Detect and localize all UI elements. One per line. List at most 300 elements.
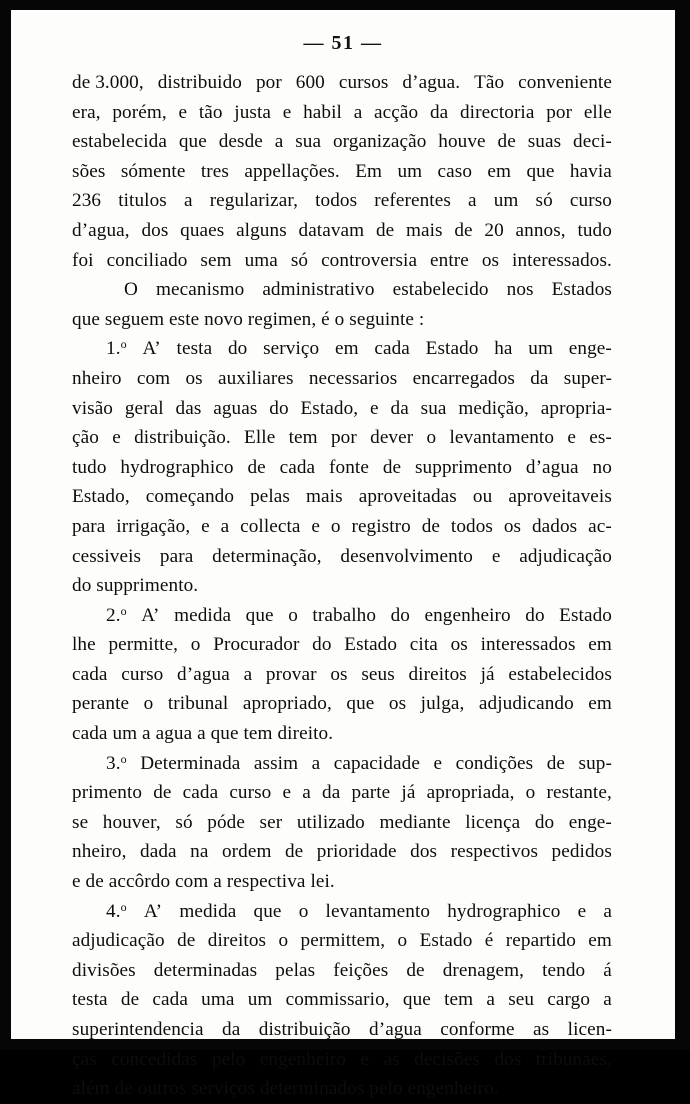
text-line (72, 275, 612, 305)
ordinal-indicator: o (120, 751, 127, 766)
word: auxiliares (217, 367, 294, 389)
word: commissario, (285, 989, 390, 1011)
text-line (72, 334, 612, 364)
word: serviço (263, 338, 320, 360)
word: supprimento (414, 456, 513, 478)
word: apropria- (540, 397, 612, 419)
word: de (421, 515, 441, 537)
word: acção (374, 101, 419, 123)
word: d’agua (525, 456, 579, 478)
word: Estado (425, 338, 479, 360)
word: os (503, 515, 522, 537)
word: pedidos (551, 841, 612, 863)
word: de (546, 752, 566, 774)
word: tribunal (167, 693, 229, 715)
word: permitte, (108, 634, 179, 656)
word: curso (569, 190, 612, 212)
word: do (534, 811, 555, 833)
word: Estado (559, 604, 612, 626)
text-line (72, 68, 612, 98)
word: direitos (408, 663, 467, 685)
word: pelas (250, 486, 290, 508)
word: sup- (578, 752, 612, 774)
word: por (546, 101, 573, 123)
word: por (330, 427, 357, 449)
word: uma (244, 249, 278, 271)
word: começando (145, 486, 235, 508)
text-line: além de outros serviços determinados pelo engenheiro. (72, 1078, 499, 1100)
word: que (346, 693, 375, 715)
word: prioridade (316, 841, 397, 863)
text-line (72, 542, 612, 572)
word: entre (430, 249, 469, 271)
word: a (302, 782, 311, 804)
word: a (220, 515, 230, 537)
word: justa (234, 101, 272, 123)
word: condições (455, 752, 534, 774)
word: o (426, 427, 437, 449)
word: feições (333, 959, 389, 981)
word: da (429, 101, 449, 123)
word: decisões (414, 1048, 480, 1070)
word: de (406, 959, 425, 981)
word: por (255, 72, 282, 93)
word: em (588, 693, 612, 715)
word: conveniente (518, 72, 612, 93)
word: cada (182, 782, 219, 804)
word: tudo (72, 456, 107, 478)
word: Estado (419, 930, 473, 952)
word: o (525, 782, 536, 804)
word: e (433, 752, 443, 774)
word: em (588, 634, 612, 656)
word: no (592, 456, 612, 478)
list-ordinal: 3.$^o$ (106, 751, 127, 774)
word: porém, (112, 101, 167, 123)
word: fonte (329, 456, 369, 478)
word: a (183, 190, 193, 212)
word: cursos (338, 72, 389, 93)
word: pelo (211, 1048, 246, 1070)
word: superintendencia (72, 1019, 204, 1040)
word: que (178, 131, 207, 153)
ordinal-indicator: o (120, 899, 127, 914)
word: seus (361, 663, 395, 685)
body-text-column (72, 68, 612, 1104)
word: a (274, 131, 284, 153)
word: ha (494, 338, 513, 360)
word: utilizado (296, 811, 365, 833)
word: sua (420, 397, 447, 419)
list-ordinal: 2.$^o$ (106, 603, 127, 626)
word: direitos (207, 930, 267, 952)
word: licença (465, 811, 521, 833)
word: um (528, 338, 554, 360)
text-line (72, 1015, 612, 1045)
word: de (247, 456, 266, 478)
text-line (72, 926, 612, 956)
word: medida (174, 604, 232, 626)
word: sem (200, 249, 232, 271)
text-line (72, 98, 612, 128)
word: tendo (542, 959, 586, 981)
text-line (72, 157, 612, 187)
word: adjudicação (519, 545, 612, 567)
word: es- (589, 427, 612, 449)
word: os (450, 634, 468, 656)
word: enge- (568, 811, 612, 833)
word: só (535, 190, 553, 212)
word: os (185, 367, 203, 389)
word: caso (437, 160, 473, 182)
word: de (153, 782, 172, 804)
word: póde (207, 811, 245, 833)
word: do (269, 397, 289, 419)
word: interessados (480, 634, 576, 656)
word: dos (410, 841, 438, 863)
word: de (382, 456, 402, 478)
word: á (603, 959, 612, 981)
word: encarregados (412, 367, 515, 389)
word: curso (121, 663, 164, 685)
word: de (177, 930, 196, 952)
word: levantamento (449, 427, 555, 449)
word: e (178, 101, 188, 123)
word: assim (253, 752, 299, 774)
word: hydrographico (120, 456, 234, 478)
word: concedidas (111, 1048, 198, 1070)
word: o (288, 604, 298, 626)
word: o (278, 930, 289, 952)
text-line (72, 127, 612, 157)
word: mecanismo (156, 279, 245, 301)
word: o (298, 900, 309, 922)
word: que (526, 160, 555, 182)
word: na (190, 841, 209, 863)
word: o (330, 515, 341, 537)
word: Determinada (140, 752, 241, 774)
word: provar (265, 663, 317, 685)
word: licen- (567, 1019, 612, 1040)
word: e (201, 515, 210, 537)
word: parte (351, 782, 391, 804)
word: suas (527, 131, 562, 153)
paragraph-indent (72, 275, 106, 305)
word: tres (200, 160, 229, 182)
word: A’ (141, 604, 160, 626)
word: divisões (72, 959, 136, 981)
word: e (282, 782, 292, 804)
word: dados (531, 515, 578, 537)
word: determinadas (153, 959, 258, 981)
text-line (72, 453, 612, 483)
word: conforme (440, 1019, 515, 1040)
word: Estado (344, 634, 398, 656)
word: cada (72, 663, 108, 685)
word: das (175, 397, 202, 419)
word: testa (176, 338, 213, 360)
word: lhe (72, 634, 96, 656)
word: a (603, 900, 612, 922)
text-line (72, 364, 612, 394)
word: perante (72, 693, 130, 715)
word: a (243, 663, 253, 685)
word: registro (351, 515, 411, 537)
word: restante, (546, 782, 612, 804)
word: Estado, (72, 486, 130, 508)
word: dos (494, 1048, 522, 1070)
word: 600 (295, 72, 325, 93)
word: nheiro (72, 367, 122, 389)
word: testa (72, 989, 108, 1011)
text-line (72, 689, 612, 719)
word: sua (295, 131, 322, 153)
word: d’agua, (72, 219, 130, 241)
word: tudo (577, 219, 612, 241)
word: visão (72, 397, 114, 419)
word: que (245, 604, 274, 626)
word: julga, (420, 693, 465, 715)
word: estabelecida (72, 131, 167, 153)
word: houver, (102, 811, 161, 833)
word: de (120, 989, 140, 1011)
word: cessiveis (72, 545, 142, 567)
word: do (227, 338, 248, 360)
word: distribuição. (134, 427, 231, 449)
word: de (284, 841, 304, 863)
word: as (383, 1048, 400, 1070)
word: apropriada, (426, 782, 515, 804)
word: os (481, 249, 500, 271)
word: alguns (236, 219, 287, 241)
word: Procurador (213, 634, 300, 656)
word: referentes (374, 190, 451, 212)
word: só (290, 249, 309, 271)
word: os (388, 693, 407, 715)
word: e (491, 545, 501, 567)
word: mais (306, 486, 343, 508)
text-line (72, 749, 612, 779)
word: de (454, 219, 473, 241)
word: desenvolvimento (340, 545, 473, 567)
word: 236 (72, 190, 102, 212)
text-line: cada um a agua a que tem direito. (72, 723, 334, 745)
word: desde (218, 131, 263, 153)
word: distribuição (258, 1019, 351, 1040)
word: a (468, 190, 477, 212)
word: d’agua (369, 1019, 422, 1040)
word: um (247, 989, 273, 1011)
word: respectivos (450, 841, 539, 863)
word: tribunaes, (535, 1048, 612, 1070)
list-ordinal: 1.$^o$ (106, 337, 127, 360)
word: collecta (240, 515, 301, 537)
word: primento (72, 782, 143, 804)
word: medição, (458, 397, 529, 419)
word: adjudicando (478, 693, 574, 715)
text-line: do supprimento. (72, 575, 199, 597)
word: estabelecidos (508, 663, 612, 685)
word: geral (124, 397, 164, 419)
word: appellações. (244, 160, 340, 182)
word: sões (72, 160, 106, 182)
word: dada (140, 841, 177, 863)
word: engenheiro (424, 604, 511, 626)
word: hydrographico (447, 900, 561, 922)
word: a (603, 989, 612, 1011)
text-line (72, 897, 612, 927)
word: mais (405, 219, 443, 241)
word: os (330, 663, 348, 685)
word: conciliado (106, 249, 188, 271)
word: titulos (118, 190, 167, 212)
word: apropriado, (242, 693, 332, 715)
word: em (487, 160, 512, 182)
word: necessarios (308, 367, 398, 389)
text-line (72, 956, 612, 986)
word: já (401, 782, 416, 804)
text-line: e de accôrdo com a respectiva lei. (72, 871, 335, 893)
text-line (72, 246, 612, 276)
word: para (72, 515, 106, 537)
word: directoria (459, 101, 535, 123)
ordinal-indicator: o (120, 337, 127, 352)
word: um (397, 160, 423, 182)
word: Tão (474, 72, 505, 93)
text-line (72, 1045, 612, 1075)
list-ordinal: 4.$^o$ (106, 899, 127, 922)
text-line (72, 985, 612, 1015)
word: sómente (120, 160, 186, 182)
word: 20 (484, 219, 504, 241)
word: d’agua. (402, 72, 461, 93)
word: A’ (143, 900, 163, 922)
word: cada (374, 338, 410, 360)
word: o (143, 693, 154, 715)
word: cargo (547, 989, 591, 1011)
word: ou (472, 486, 493, 508)
word: pelas (275, 959, 316, 981)
text-line (72, 630, 612, 660)
word: da (390, 397, 409, 419)
word: um (493, 190, 519, 212)
text-line (72, 482, 612, 512)
word: regularizar, (209, 190, 298, 212)
word: já (480, 663, 495, 685)
text-line (72, 808, 612, 838)
word: repartido (505, 930, 576, 952)
word: e (577, 900, 587, 922)
word: e (311, 515, 321, 537)
word: para (159, 545, 194, 567)
word: ordem (221, 841, 272, 863)
text-line (72, 660, 612, 690)
word: nheiro, (72, 841, 127, 863)
word: do (390, 604, 410, 626)
text-line (72, 186, 612, 216)
word: em (334, 338, 359, 360)
ordinal-indicator: o (120, 603, 127, 618)
word: administrativo (262, 279, 375, 301)
word: que (402, 989, 431, 1011)
word: permittem, (300, 930, 386, 952)
word: nos (506, 279, 534, 301)
word: A’ (142, 338, 161, 360)
word: mediante (379, 811, 451, 833)
word: controversia (321, 249, 418, 271)
word: irrigação, (116, 515, 191, 537)
word: ção (72, 427, 99, 449)
word: em (588, 930, 612, 952)
text-line (72, 216, 612, 246)
word: cada (279, 456, 316, 478)
page-number-header: — 51 — (303, 32, 383, 54)
text-line (72, 394, 612, 424)
text-line (72, 512, 612, 542)
word: foi (72, 249, 94, 271)
text-line (72, 423, 612, 453)
word: de (497, 131, 516, 153)
word: do (312, 634, 332, 656)
word: dever (370, 427, 414, 449)
word: e (360, 1048, 370, 1070)
word: elle (583, 101, 612, 123)
word: interessados. (512, 249, 612, 271)
word: e (282, 101, 292, 123)
word: da (322, 782, 341, 804)
word: aproveitadas (358, 486, 457, 508)
word: da (530, 367, 549, 389)
text-line (72, 778, 612, 808)
word: todos (450, 515, 493, 537)
word: as (533, 1019, 550, 1040)
word: curso (229, 782, 272, 804)
word: adjudicação (72, 930, 165, 952)
word: d’agua (177, 663, 230, 685)
word: aguas (213, 397, 258, 419)
word: medida (179, 900, 237, 922)
word: Elle (244, 427, 276, 449)
word: uma (201, 989, 235, 1011)
word: ças (72, 1048, 97, 1070)
word: ser (259, 811, 283, 833)
word: de 3.000, (72, 72, 144, 93)
word: a (486, 989, 495, 1011)
word: organização (332, 131, 427, 153)
word: habil (303, 101, 342, 123)
word: deci- (573, 131, 612, 153)
word: super- (563, 367, 612, 389)
word: levantamento (325, 900, 431, 922)
word: aproveitaveis (508, 486, 612, 508)
word: Estado, (300, 397, 359, 419)
text-line (72, 837, 612, 867)
word: datavam (298, 219, 365, 241)
word: tem (444, 989, 474, 1011)
word: e (112, 427, 121, 449)
word: capacidade (333, 752, 420, 774)
word: distribuido (157, 72, 242, 93)
word: drenagem, (442, 959, 525, 981)
word: enge- (568, 338, 612, 360)
word: com (136, 367, 171, 389)
word: todos (315, 190, 358, 212)
word: estabelecido (392, 279, 489, 301)
word: do (525, 604, 545, 626)
word: a (311, 752, 321, 774)
page-sheet (11, 10, 675, 1100)
word: de (375, 219, 395, 241)
